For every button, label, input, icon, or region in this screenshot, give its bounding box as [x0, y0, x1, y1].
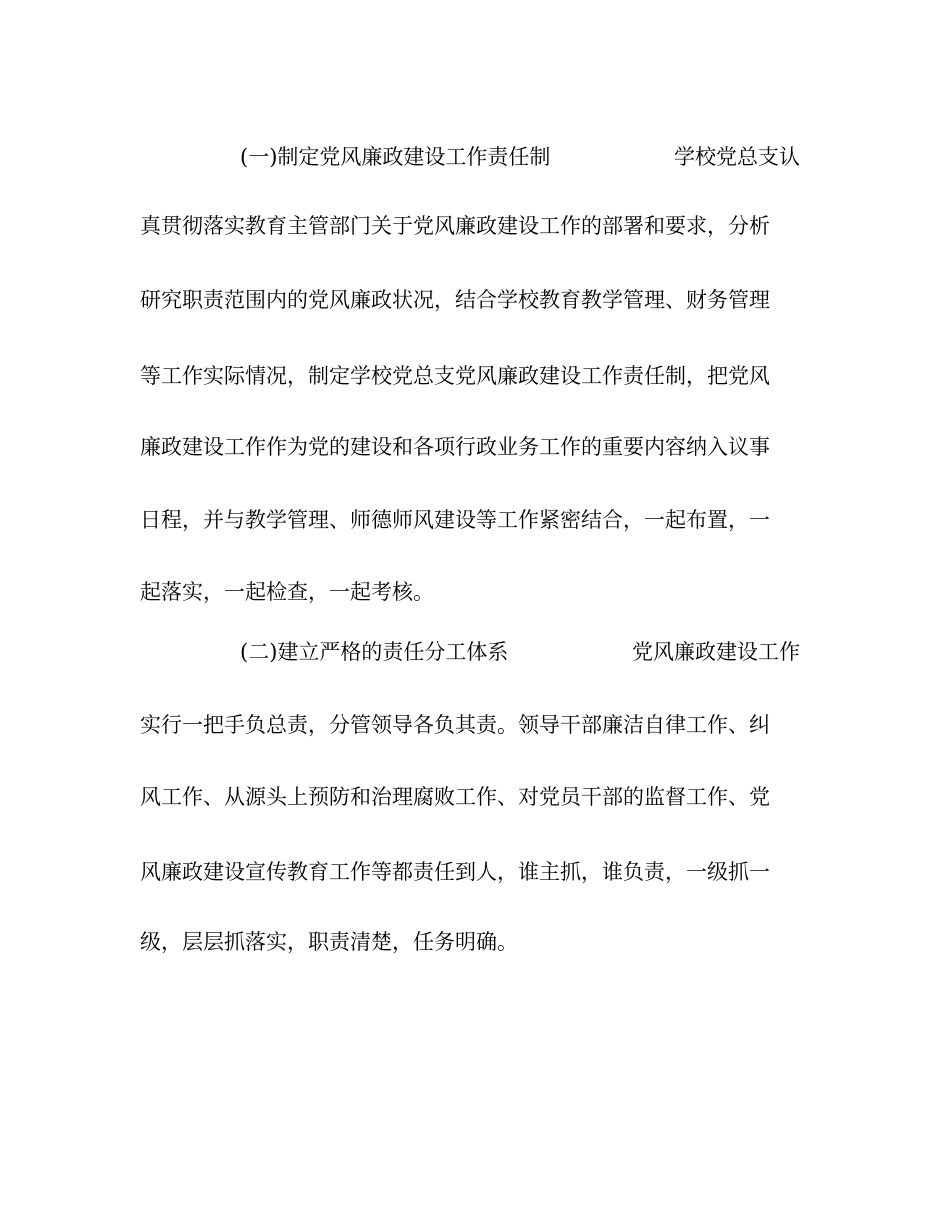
section1-line-4: 廉政建设工作作为党的建设和各项行政业务工作的重要内容纳入议事 [140, 435, 770, 459]
section1-heading-tail: 学校党总支认 [674, 145, 800, 169]
section1-line-5: 日程，并与教学管理、师德师风建设等工作紧密结合，一起布置，一 [140, 508, 770, 532]
section2-heading: (二)建立严格的责任分工体系 [240, 640, 509, 664]
section2-heading-line [240, 636, 800, 668]
section2-line-3: 风廉政建设宣传教育工作等都责任到人，谁主抓，谁负责，一级抓一 [140, 860, 770, 884]
section1-heading: (一)制定党风廉政建设工作责任制 [240, 145, 551, 169]
section2-line-1: 实行一把手负总责，分管领导各负其责。领导干部廉洁自律工作、纠 [140, 713, 770, 737]
section1-line-1: 真贯彻落实教育主管部门关于党风廉政建设工作的部署和要求，分析 [140, 214, 770, 238]
section1-line-2: 研究职责范围内的党风廉政状况，结合学校教育教学管理、财务管理 [140, 288, 770, 312]
section2-line-4: 级，层层抓落实，职责清楚，任务明确。 [140, 930, 518, 954]
section2-heading-tail: 党风廉政建设工作 [632, 640, 800, 664]
section1-line-3: 等工作实际情况，制定学校党总支党风廉政建设工作责任制，把党风 [140, 364, 770, 388]
section2-line-2: 风工作、从源头上预防和治理腐败工作、对党员干部的监督工作、党 [140, 785, 770, 809]
section1-heading-line [240, 141, 800, 173]
section1-line-6: 起落实，一起检查，一起考核。 [140, 580, 434, 604]
